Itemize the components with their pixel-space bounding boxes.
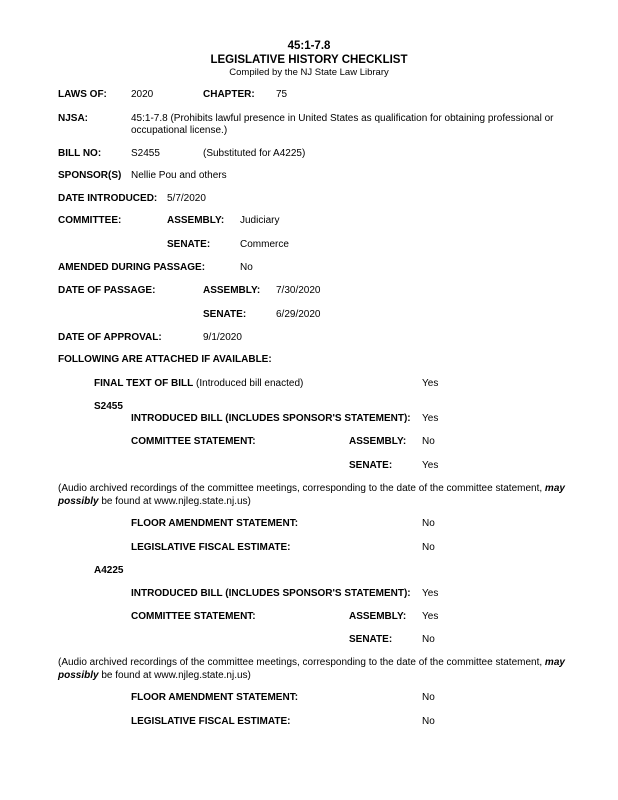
audio-note-2 (58, 657, 603, 682)
compiled-by: Compiled by the NJ State Law Library (229, 67, 389, 78)
sponsors-label: SPONSOR(S) (58, 170, 122, 181)
audio-note-emphasis: may possibly (58, 657, 565, 681)
committee-assembly-value: Judiciary (240, 215, 280, 226)
a4225-fiscal-label: LEGISLATIVE FISCAL ESTIMATE: (131, 716, 291, 727)
s2455-floor-value: No (422, 518, 435, 529)
chapter-label: CHAPTER: (203, 89, 255, 100)
a4225-fiscal-value: No (422, 716, 435, 727)
audio-note-emphasis: may possibly (58, 483, 565, 507)
s2455-committee-label: COMMITTEE STATEMENT: (131, 436, 256, 447)
a4225-introduced-label: INTRODUCED BILL (INCLUDES SPONSOR'S STATEMENT): (131, 588, 411, 599)
audio-note-text-end: be found at www.njleg.state.nj.us) (98, 495, 251, 507)
sponsors-value: Nellie Pou and others (131, 170, 227, 181)
statute-title: 45:1-7.8 (287, 40, 331, 52)
attached-heading: FOLLOWING ARE ATTACHED IF AVAILABLE: (58, 354, 272, 365)
date-of-approval-label: DATE OF APPROVAL: (58, 332, 162, 343)
s2455-floor-label: FLOOR AMENDMENT STATEMENT: (131, 518, 299, 529)
a4225-heading: A4225 (94, 565, 124, 576)
njsa-value-line2: occupational license.) (131, 125, 228, 136)
s2455-assembly-label: ASSEMBLY: (349, 436, 407, 447)
s2455-heading: S2455 (94, 401, 123, 412)
final-text-label: FINAL TEXT OF BILL (94, 378, 194, 389)
s2455-introduced-label: INTRODUCED BILL (INCLUDES SPONSOR'S STATEMENT): (131, 413, 411, 424)
final-text-value: Yes (422, 378, 439, 389)
a4225-floor-value: No (422, 692, 435, 703)
passage-assembly-label: ASSEMBLY: (203, 285, 261, 296)
chapter-value: 75 (276, 89, 288, 100)
amended-label: AMENDED DURING PASSAGE: (58, 262, 206, 273)
checklist-title: LEGISLATIVE HISTORY CHECKLIST (210, 54, 408, 66)
audio-note-text-end: be found at www.njleg.state.nj.us) (98, 669, 251, 681)
s2455-senate-label: SENATE: (349, 460, 393, 471)
s2455-assembly-value: No (422, 436, 435, 447)
laws-of-label: LAWS OF: (58, 89, 107, 100)
final-text-paren: (Introduced bill enacted) (193, 378, 304, 389)
s2455-fiscal-value: No (422, 542, 435, 553)
committee-assembly-label: ASSEMBLY: (167, 215, 225, 226)
bill-no-label: BILL NO: (58, 148, 102, 159)
a4225-assembly-value: Yes (422, 611, 439, 622)
bill-no-value: S2455 (131, 148, 160, 159)
date-introduced-label: DATE INTRODUCED: (58, 193, 158, 204)
amended-value: No (240, 262, 253, 273)
date-of-passage-label: DATE OF PASSAGE: (58, 285, 156, 296)
audio-note-text: (Audio archived recordings of the committee meetings, corresponding to the date of the committee statement, (58, 657, 545, 668)
a4225-senate-value: No (422, 634, 435, 645)
audio-note-text: (Audio archived recordings of the committee meetings, corresponding to the date of the committee statement, (58, 483, 545, 494)
a4225-introduced-value: Yes (422, 588, 439, 599)
audio-note-1 (58, 483, 603, 508)
laws-of-value: 2020 (131, 89, 154, 100)
passage-senate-label: SENATE: (203, 309, 247, 320)
a4225-senate-label: SENATE: (349, 634, 393, 645)
passage-senate-value: 6/29/2020 (276, 309, 321, 320)
njsa-value-line1: 45:1-7.8 (Prohibits lawful presence in United States as qualification for obtaining professional or (131, 113, 554, 124)
date-of-approval-value: 9/1/2020 (203, 332, 242, 343)
s2455-introduced-value: Yes (422, 413, 439, 424)
s2455-fiscal-label: LEGISLATIVE FISCAL ESTIMATE: (131, 542, 291, 553)
a4225-committee-label: COMMITTEE STATEMENT: (131, 611, 256, 622)
committee-senate-label: SENATE: (167, 239, 211, 250)
committee-senate-value: Commerce (240, 239, 289, 250)
a4225-assembly-label: ASSEMBLY: (349, 611, 407, 622)
njsa-label: NJSA: (58, 113, 89, 124)
s2455-senate-value: Yes (422, 460, 439, 471)
final-text-row (94, 378, 303, 390)
bill-no-note: (Substituted for A4225) (203, 148, 306, 159)
a4225-floor-label: FLOOR AMENDMENT STATEMENT: (131, 692, 299, 703)
passage-assembly-value: 7/30/2020 (276, 285, 321, 296)
committee-label: COMMITTEE: (58, 215, 122, 226)
date-introduced-value: 5/7/2020 (167, 193, 206, 204)
